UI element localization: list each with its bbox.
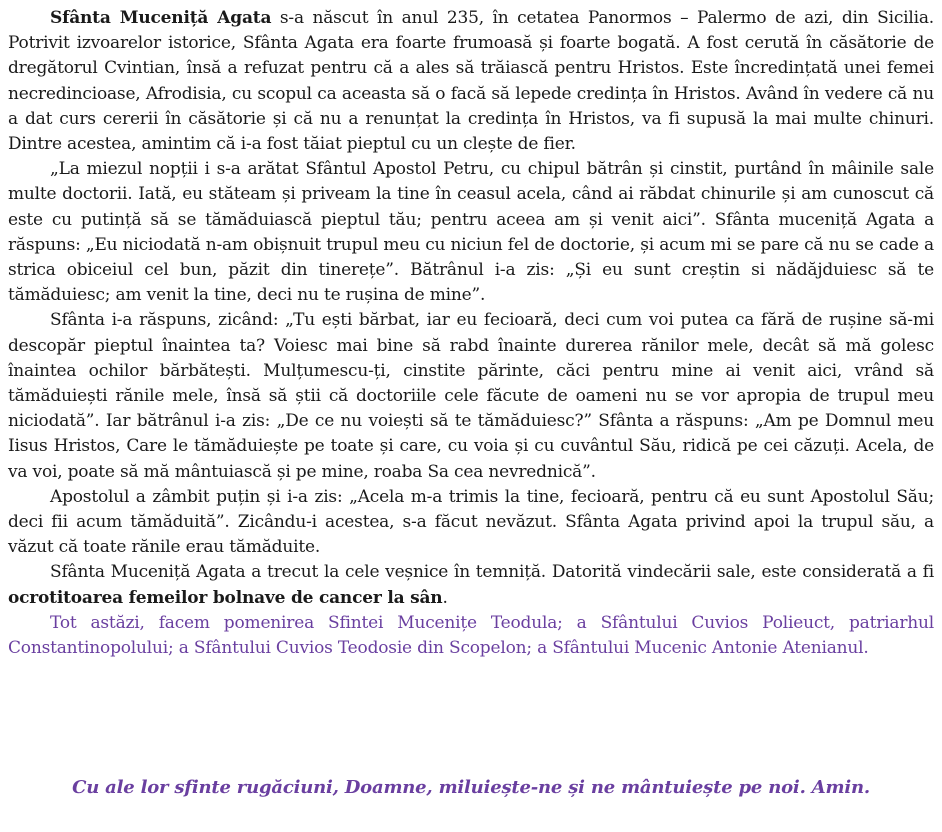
paragraph-patronage [8, 560, 934, 610]
closing-prayer: Cu ale lor sfinte rugăciuni, Doamne, miluiește-ne și ne mântuiește pe noi. Amin. [72, 777, 870, 798]
paragraph-intro [8, 6, 934, 157]
paragraph-agata-answer: Sfânta i-a răspuns, zicând: „Tu ești bărbat, iar eu fecioară, deci cum voi putea ca fără de rușine să-mi descopăr pieptul înaintea ta? Voiesc mai bine să rabd înainte durerea rănilor mele, decât să mă golesc înaintea ochilor bărbătești. Mulțumescu-ți, cinstite părinte, căci pentru mine ai venit aici, vrând să tămăduiești rănile mele, însă să știi că doctoriile cele făcute de oameni nu se vor apropia de trupul meu niciodată”. Iar bătrânul i-a zis: „De ce nu voiești să te tămăduiesc?” Sfânta a răspuns: „Am pe Domnul meu Iisus Hristos, Care le tămăduiește pe toate și care, cu voia și cu cuvântul Său, ridică pe cei căzuți. Acela, de va voi, poate să mă mântuiască și pe mine, roaba Sa cea nevrednică”. [8, 310, 934, 482]
paragraph-healing: Apostolul a zâmbit puțin și i-a zis: „Acela m-a trimis la tine, fecioară, pentru că eu sunt Apostolul Său; deci fii acum tămăduită”. Zicându-i acestea, s-a făcut nevăzut. Sfânta Agata privind apoi la trupul său, a văzut că toate rănile erau tămăduite. [8, 486, 934, 558]
commemoration-note: Tot astăzi, facem pomenirea Sfintei Mucenițe Teodula; a Sfântului Cuvios Polieuct, patriarhul Constantinopolului; a Sfântului Cuvios Teodosie din Scopelon; a Sfântului Mucenic Antonie Atenianul. [8, 612, 934, 659]
paragraph-patronage-text: Sfânta Muceniță Agata a trecut la cele veșnice în temniță. Datorită vindecării sale, este considerată a fi [50, 562, 934, 583]
paragraph-intro-lead: Sfânta Muceniță Agata [50, 8, 272, 28]
document-body [8, 6, 934, 661]
patronage-emphasis: ocrotitoarea femeilor bolnave de cancer la sân [8, 587, 443, 608]
paragraph-patronage-tail: . [442, 587, 448, 608]
paragraph-intro-text: s-a născut în anul 235, în cetatea Panormos – Palermo de azi, din Sicilia. Potrivit izvoarelor istorice, Sfânta Agata era foarte frumoasă și foarte bogată. A fost cerută în căsătorie de dregătorul Cvintian, însă a refuzat pentru că a ales să trăiască pentru Hristos. Este încredințată unei femei necredincioase, Afrodisia, cu scopul ca aceasta să o facă să lepede credința în Hristos. Având în vedere că nu a dat curs cererii în căsătorie și că nu a renunțat la credința în Hristos, va fi supusă la mai multe chinuri. Dintre acestea, amintim că i-a fost tăiat pieptul cu un clește de fier. [8, 8, 934, 155]
paragraph-apostle-appears: „La miezul nopții i s-a arătat Sfântul Apostol Petru, cu chipul bătrân și cinstit, purtând în mâinile sale multe doctorii. Iată, eu stăteam și priveam la tine în ceasul acela, când ai răbdat chinurile și am cunoscut că este cu putință să se tămăduiască pieptul tău; pentru aceea am și venit aici”. Sfânta muceniță Agata a răspuns: „Eu niciodată n-am obișnuit trupul meu cu niciun fel de doctorie, și acum mi se pare că nu se cade a strica obiceiul cel bun, păzit din tinerețe”. Bătrânul i-a zis: „Și eu sunt creștin si nădăjduiesc să te tămăduiesc; am venit la tine, deci nu te rușina de mine”. [8, 159, 934, 306]
